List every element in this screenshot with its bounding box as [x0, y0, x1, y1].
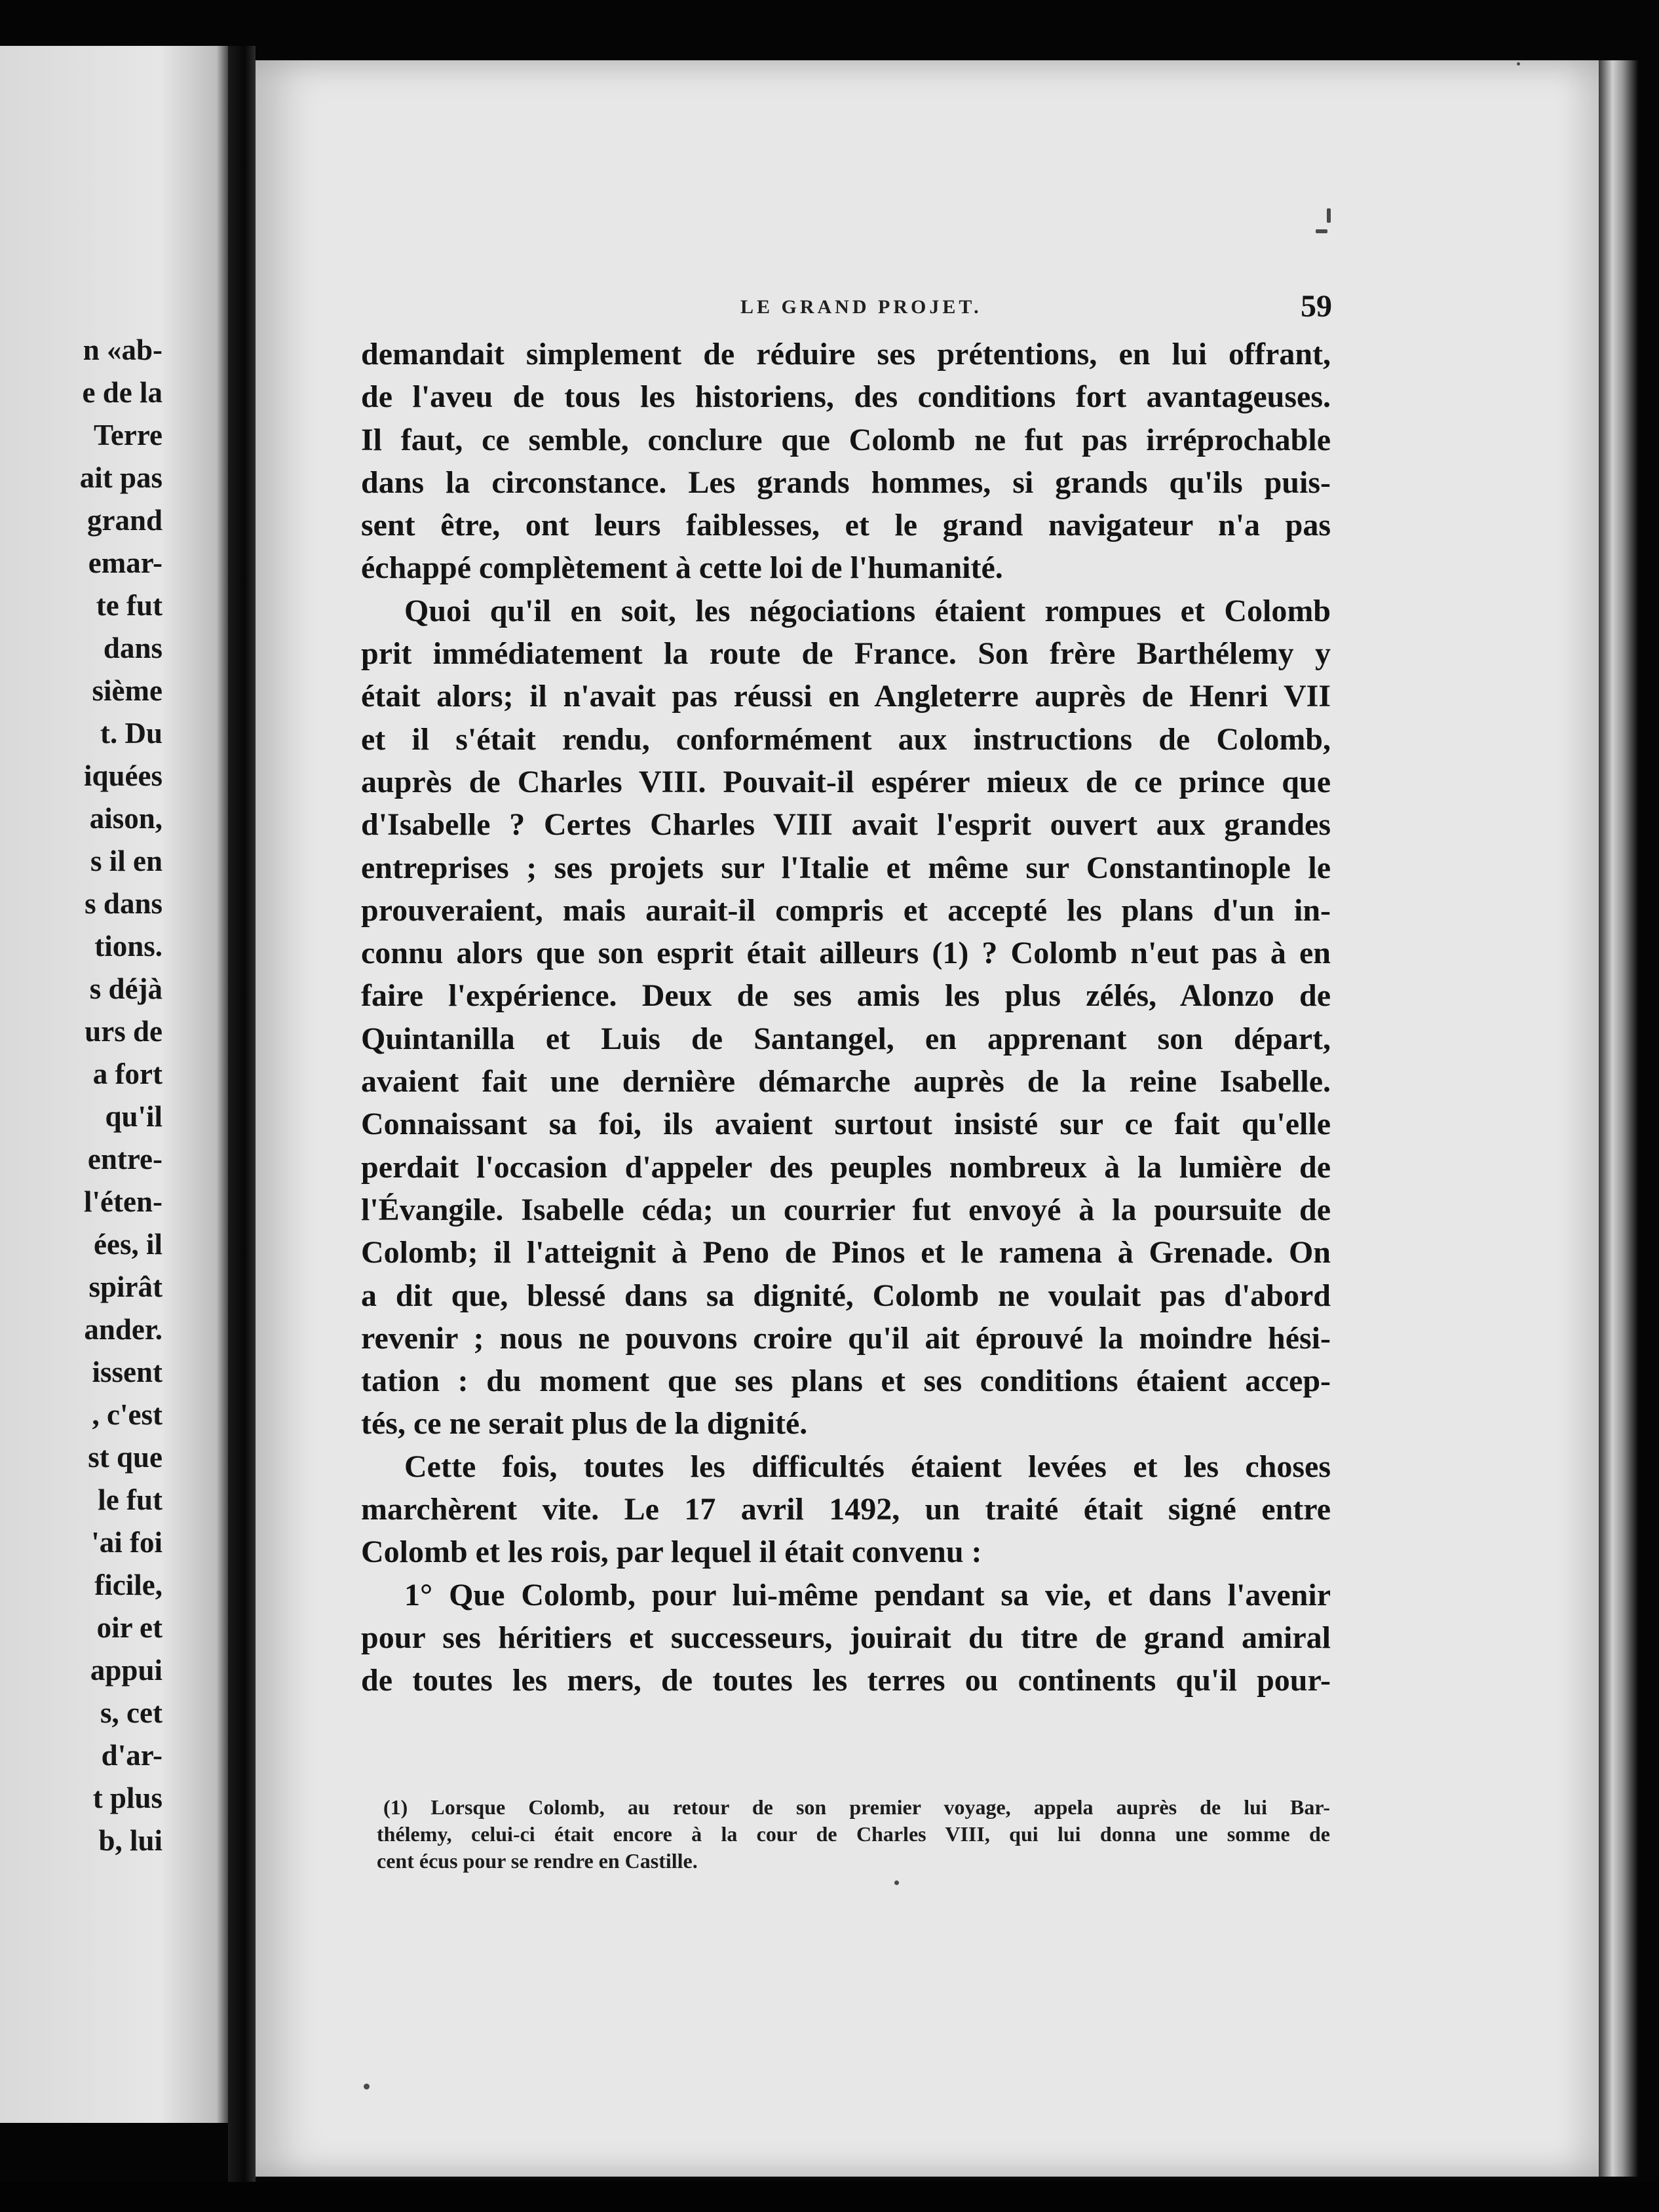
- left-page-line: spirât: [88, 1270, 162, 1303]
- body-line: échappé complètement à cette loi de l'humanité.: [361, 550, 1003, 586]
- left-page-line: le fut: [98, 1483, 162, 1516]
- left-page-line: b, lui: [98, 1824, 162, 1857]
- body-line: Connaissant sa foi, ils avaient surtout insisté sur ce fait qu'elle: [361, 1107, 1331, 1142]
- left-page-line: appui: [90, 1654, 162, 1687]
- left-page-line: entre-: [87, 1143, 162, 1175]
- left-page-line: oir et: [96, 1611, 162, 1644]
- left-page-line: s il en: [90, 845, 162, 877]
- body-line: dans la circonstance. Les grands hommes, si grands qu'ils puis-: [361, 465, 1331, 500]
- page-number: 59: [1301, 289, 1332, 324]
- left-page-line: t. Du: [100, 717, 162, 750]
- footnote: [377, 1794, 1330, 1875]
- left-page-line: emar-: [88, 546, 162, 579]
- body-text: [361, 333, 1331, 1702]
- left-page-line: issent: [92, 1356, 162, 1388]
- body-line: tation : du moment que ses plans et ses conditions étaient accep-: [361, 1363, 1331, 1399]
- scan-border: [0, 2182, 1659, 2212]
- body-line: entreprises ; ses projets sur l'Italie et même sur Constantinople le: [361, 850, 1331, 885]
- footnote-line: cent écus pour se rendre en Castille.: [377, 1849, 698, 1873]
- body-line: Cette fois, toutes les difficultés étaient levées et les choses: [404, 1449, 1331, 1484]
- body-line: Quoi qu'il en soit, les négociations étaient rompues et Colomb: [404, 593, 1331, 628]
- book-gutter: [228, 46, 256, 2182]
- left-page-line: ficile,: [94, 1569, 162, 1601]
- body-line: revenir ; nous ne pouvons croire qu'il ait éprouvé la moindre hési-: [361, 1320, 1331, 1356]
- scan-speck: [1517, 62, 1520, 66]
- left-page-line: l'éten-: [84, 1185, 162, 1218]
- body-line: Quintanilla et Luis de Santangel, en apprenant son départ,: [361, 1021, 1331, 1056]
- body-line: perdait l'occasion d'appeler des peuples nombreux à la lumière de: [361, 1149, 1331, 1185]
- left-page-line: n «ab-: [83, 334, 162, 366]
- running-title: LE GRAND PROJET.: [740, 296, 982, 318]
- body-line: et il s'était rendu, conformément aux instructions de Colomb,: [361, 721, 1331, 757]
- footnote-line: (1) Lorsque Colomb, au retour de son premier voyage, appela auprès de lui Bar-: [383, 1795, 1330, 1819]
- left-page-line: qu'il: [105, 1100, 162, 1133]
- body-line: de l'aveu de tous les historiens, des conditions fort avantageuses.: [361, 379, 1331, 415]
- left-page-line: s, cet: [100, 1696, 162, 1729]
- left-page-line: d'ar-: [101, 1739, 162, 1772]
- left-page-line: dans: [103, 632, 162, 664]
- left-page-line: st que: [88, 1441, 162, 1474]
- scan-speck: [364, 2084, 370, 2089]
- left-page-line: t plus: [92, 1782, 162, 1814]
- body-line: était alors; il n'avait pas réussi en Angleterre auprès de Henri VII: [361, 679, 1331, 714]
- left-page-line: tions.: [94, 930, 162, 963]
- body-line: Il faut, ce semble, conclure que Colomb ne fut pas irréprochable: [361, 422, 1331, 457]
- body-line: avaient fait une dernière démarche auprès de la reine Isabelle.: [361, 1064, 1331, 1099]
- left-page-line: a fort: [92, 1058, 162, 1090]
- body-line: auprès de Charles VIII. Pouvait-il espérer mieux de ce prince que: [361, 764, 1331, 799]
- body-line: tés, ce ne serait plus de la dignité.: [361, 1406, 808, 1441]
- body-line: l'Évangile. Isabelle céda; un courrier fut envoyé à la poursuite de: [361, 1192, 1331, 1227]
- left-facing-page: [0, 46, 228, 2123]
- left-page-line: ait pas: [79, 461, 162, 494]
- scan-speck: [894, 1880, 899, 1885]
- left-page-line: s déjà: [89, 972, 162, 1005]
- left-page-line: sième: [92, 674, 162, 707]
- body-line: prit immédiatement la route de France. Son frère Barthélemy y: [361, 636, 1331, 672]
- scan-speck: [1327, 208, 1331, 223]
- page-right-edge: [1599, 60, 1638, 2177]
- body-line: a dit que, blessé dans sa dignité, Colomb ne voulait pas d'abord: [361, 1278, 1331, 1313]
- body-line: 1° Que Colomb, pour lui-même pendant sa vie, et dans l'avenir: [404, 1577, 1331, 1612]
- left-page-line: ées, il: [94, 1228, 162, 1261]
- left-page-line: urs de: [85, 1015, 162, 1048]
- left-page-line: s dans: [85, 887, 162, 920]
- left-page-line: grand: [86, 504, 162, 537]
- left-page-line: te fut: [96, 589, 162, 622]
- left-page-line: e de la: [82, 376, 162, 409]
- body-line: Colomb et les rois, par lequel il était convenu :: [361, 1535, 982, 1570]
- body-line: connu alors que son esprit était ailleurs (1) ? Colomb n'eut pas à en: [361, 936, 1331, 971]
- body-line: Colomb; il l'atteignit à Peno de Pinos et le ramena à Grenade. On: [361, 1235, 1331, 1270]
- body-line: de toutes les mers, de toutes les terres ou continents qu'il pour-: [361, 1663, 1331, 1698]
- body-line: marchèrent vite. Le 17 avril 1492, un traité était signé entre: [361, 1492, 1331, 1527]
- body-line: prouveraient, mais aurait-il compris et accepté les plans d'un in-: [361, 892, 1331, 928]
- body-line: d'Isabelle ? Certes Charles VIII avait l'esprit ouvert aux grandes: [361, 807, 1331, 843]
- body-line: pour ses héritiers et successeurs, jouirait du titre de grand amiral: [361, 1620, 1331, 1655]
- left-page-line: 'ai foi: [91, 1526, 162, 1559]
- body-line: sent être, ont leurs faiblesses, et le grand navigateur n'a pas: [361, 508, 1331, 543]
- body-line: demandait simplement de réduire ses prétentions, en lui offrant,: [361, 337, 1331, 372]
- left-page-line: iquées: [83, 759, 162, 792]
- body-line: faire l'expérience. Deux de ses amis les plus zélés, Alonzo de: [361, 978, 1331, 1014]
- scan-speck: [1316, 229, 1327, 233]
- left-page-line: , c'est: [92, 1398, 162, 1431]
- left-page-line: aison,: [89, 802, 162, 835]
- left-page-line: Terre: [94, 419, 162, 451]
- footnote-line: thélemy, celui-ci était encore à la cour de Charles VIII, qui lui donna une somme de: [377, 1822, 1330, 1846]
- left-page-line: ander.: [84, 1313, 162, 1346]
